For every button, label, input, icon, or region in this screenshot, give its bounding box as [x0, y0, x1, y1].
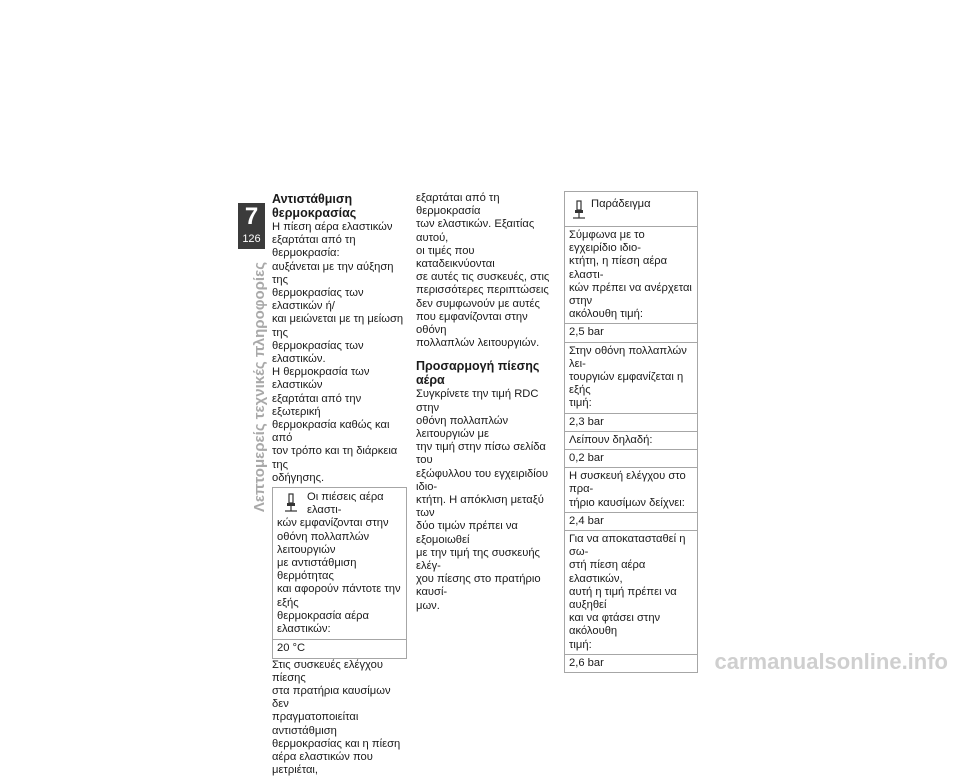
page-number: 126: [238, 230, 265, 249]
temperature-paragraph: Η πίεση αέρα ελαστικών εξαρτάται από τη θερμοκρασία: αυξάνεται με την αύξηση της θερμοκρασίας των ελαστικών ή/ και μειώνεται με τη μείωση της θερμοκρασίας των ελαστικών. Η θερμοκρασία των ελαστικών εξαρτάται από την εξωτερική θερμοκρασία καθώς και από τον τρόπο και τη διάρκεια της οδήγησης.: [272, 221, 407, 485]
example-box: [564, 191, 698, 673]
gauge-paragraph-continued: εξαρτάται από τη θερμοκρασία των ελαστικών. Εξαιτίας αυτού, οι τιμές που καταδεικνύονται σε αυτές τις συσκευές, στις περισσότερες περιπτώσεις δεν συμφωνούν με αυτές που εμφανίζονται στην οθόνη πολλαπλών λειτουργιών.: [416, 192, 552, 350]
section-heading-temperature-compensation: Αντιστάθμιση θερμοκρασίας: [272, 192, 407, 220]
chapter-side-title: Λεπτομερείς τεχνικές πληροφορίες: [252, 262, 268, 512]
example-value-row: 2,3 bar: [565, 413, 697, 431]
column-3: [564, 192, 698, 673]
notice-box: [272, 487, 407, 658]
example-row: Στην οθόνη πολλαπλών λει- τουργιών εμφανίζεται η εξής τιμή:: [565, 342, 697, 413]
example-row: Σύμφωνα με το εγχειρίδιο ιδιο- κτήτη, η πίεση αέρα ελαστι- κών πρέπει να ανέρχεται στην ακόλουθη τιμή:: [565, 226, 697, 323]
watermark: carmanualsonline.info: [558, 650, 948, 674]
gauge-paragraph: Στις συσκευές ελέγχου πίεσης στα πρατήρια καυσίμων δεν πραγματοποιείται αντιστάθμιση θερμοκρασίας και η πίεση αέρα ελαστικών που μετριέται,: [272, 659, 407, 777]
chapter-number: 7: [238, 203, 265, 230]
example-value-row: 0,2 bar: [565, 449, 697, 467]
example-row: Η συσκευή ελέγχου στο πρα- τήριο καυσίμων δείχνει:: [565, 467, 697, 512]
example-row: Λείπουν δηλαδή:: [565, 431, 697, 449]
notice-reference-temperature: 20 °C: [273, 639, 406, 657]
section-heading-pressure-adjustment: Προσαρμογή πίεσης αέρα: [416, 359, 552, 387]
example-row: Για να αποκατασταθεί η σω- στή πίεση αέρα ελαστικών, αυτή η τιμή πρέπει να αυξηθεί και να φτάσει στην ακόλουθη τιμή:: [565, 530, 697, 654]
notice-text: Οι πιέσεις αέρα ελαστι- κών εμφανίζονται στην οθόνη πολλαπλών λειτουργιών με αντιστάθμιση θερμότητας και αφορούν πάντοτε την εξής θερμοκρασία αέρα ελαστικών:: [277, 491, 401, 635]
motorcycle-tyre-gauge-icon: [571, 200, 587, 220]
motorcycle-tyre-gauge-icon: [283, 493, 299, 513]
pressure-adjustment-paragraph: Συγκρίνετε την τιμή RDC στην οθόνη πολλαπλών λειτουργιών με την τιμή στην πίσω σελίδα του εξώφυλλου του εγχειριδίου ιδιο- κτήτη. Η απόκλιση μεταξύ των δύο τιμών πρέπει να εξομοιωθεί με την τιμή της συσκευής ελέγ- χου πίεσης στο πρατήριο καυσί- μων.: [416, 388, 552, 612]
column-2: [416, 192, 552, 613]
chapter-marker: [238, 203, 265, 249]
example-title: Παράδειγμα: [591, 198, 651, 211]
example-value-row: 2,4 bar: [565, 512, 697, 530]
column-1: [272, 192, 407, 777]
example-value-row: 2,5 bar: [565, 323, 697, 341]
example-header: [565, 192, 697, 226]
example-value-row: 2,6 bar: [565, 654, 697, 672]
